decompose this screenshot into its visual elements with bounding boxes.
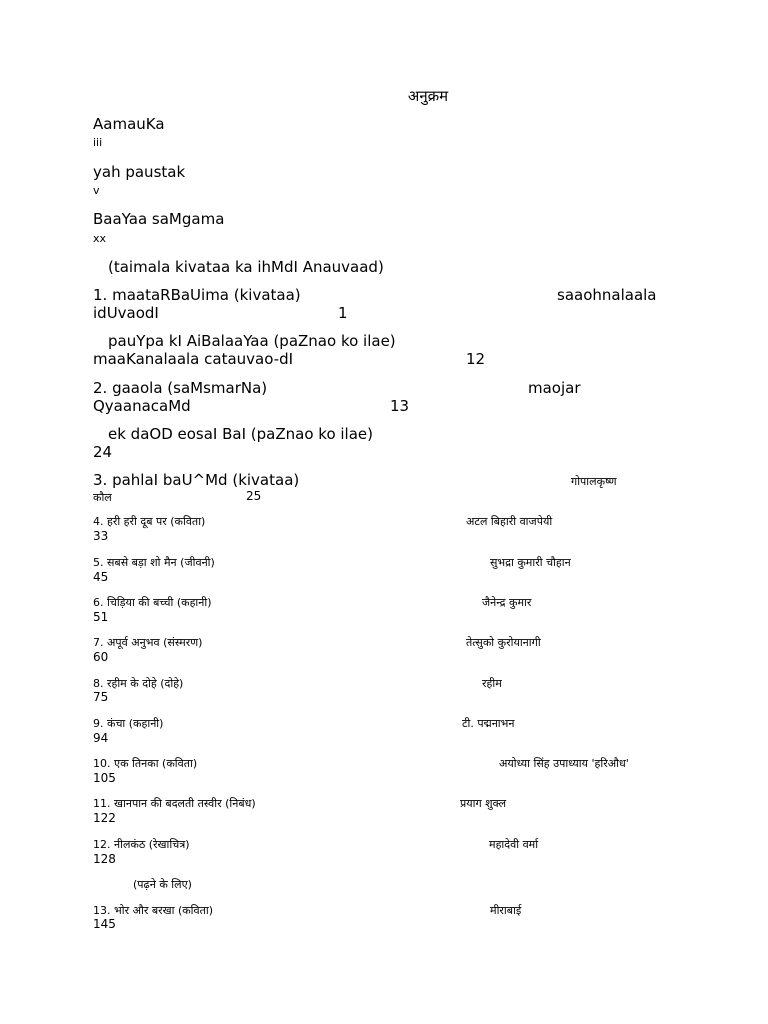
entry-page: 51 (93, 610, 109, 624)
entry-page: 25 (246, 489, 262, 503)
entry-author: अटल बिहारी वाजपेयी (466, 515, 553, 528)
entry-author-line2: idUvaodI (93, 304, 159, 322)
entry-author: सुभद्रा कुमारी चौहान (490, 556, 571, 569)
entry-author: प्रयाग शुक्ल (460, 797, 507, 810)
entry-page: 75 (93, 690, 109, 704)
entry-page: 105 (93, 771, 116, 785)
entry-page: 24 (93, 443, 113, 461)
entry-title: 8. रहीम के दोहे (दोहे) (93, 677, 184, 690)
page-title: अनुक्रम (407, 87, 449, 105)
entry-title: 2. gaaola (saMsmarNa) (93, 379, 268, 397)
section-subtitle: (पढ़ने के लिए) (133, 878, 192, 891)
section-subtitle: (taimala kivataa ka ihMdI Anauvaad) (108, 258, 384, 276)
entry-author: तेत्सुको कुरोयानागी (466, 636, 541, 649)
entry-title: 10. एक तिनका (कविता) (93, 757, 198, 770)
entry-title: ek daOD eosaI BaI (paZnao ko ilae) (108, 425, 373, 443)
entry-title: 9. कंचा (कहानी) (93, 717, 164, 730)
entry-title: pauYpa kI AiBalaaYaa (paZnao ko ilae) (108, 332, 396, 350)
entry-author-line2: कौल (93, 491, 112, 504)
entry-title: BaaYaa saMgama (93, 210, 225, 228)
entry-author: मीराबाई (490, 904, 522, 917)
entry-page: iii (93, 136, 103, 149)
entry-author: टी. पद्मनाभन (462, 717, 515, 730)
entry-page: 145 (93, 917, 116, 931)
entry-page: v (93, 184, 100, 197)
entry-title: 3. pahlaI baU^Md (kivataa) (93, 471, 300, 489)
entry-author: रहीम (482, 677, 502, 690)
entry-page: 45 (93, 570, 109, 584)
entry-title: 11. खानपान की बदलती तस्वीर (निबंध) (93, 797, 256, 810)
entry-author-line2: QyaanacaMd (93, 397, 191, 415)
entry-page: xx (93, 232, 107, 245)
entry-page: 1 (338, 304, 348, 322)
entry-author-line1: maojar (528, 379, 581, 397)
entry-title: 1. maataRBaUima (kivataa) (93, 286, 301, 304)
entry-author: जैनेन्द्र कुमार (482, 596, 532, 609)
entry-title: 6. चिड़िया की बच्ची (कहानी) (93, 596, 212, 609)
entry-title: 12. नीलकंठ (रेखाचित्र) (93, 838, 190, 851)
entry-author: महादेवी वर्मा (489, 838, 539, 851)
entry-author: अयोध्या सिंह उपाध्याय 'हरिऔध' (499, 757, 629, 770)
entry-page: 94 (93, 731, 109, 745)
entry-page: 13 (390, 397, 410, 415)
entry-title: AamauKa (93, 115, 165, 133)
entry-title: 7. अपूर्व अनुभव (संस्मरण) (93, 636, 203, 649)
entry-title: 13. भोर और बरखा (कविता) (93, 904, 214, 917)
entry-author-line1: saaohnalaala (557, 286, 657, 304)
entry-title: yah paustak (93, 163, 186, 181)
entry-page: 12 (466, 350, 486, 368)
entry-author-line1: गोपालकृष्ण (571, 475, 617, 488)
entry-author: maaKanalaala catauvao-dI (93, 350, 294, 368)
entry-title: 4. हरी हरी दूब पर (कविता) (93, 515, 206, 528)
entry-page: 122 (93, 811, 116, 825)
entry-page: 60 (93, 650, 109, 664)
entry-title: 5. सबसे बड़ा शो मैन (जीवनी) (93, 556, 215, 569)
entry-page: 128 (93, 852, 116, 866)
entry-page: 33 (93, 529, 109, 543)
